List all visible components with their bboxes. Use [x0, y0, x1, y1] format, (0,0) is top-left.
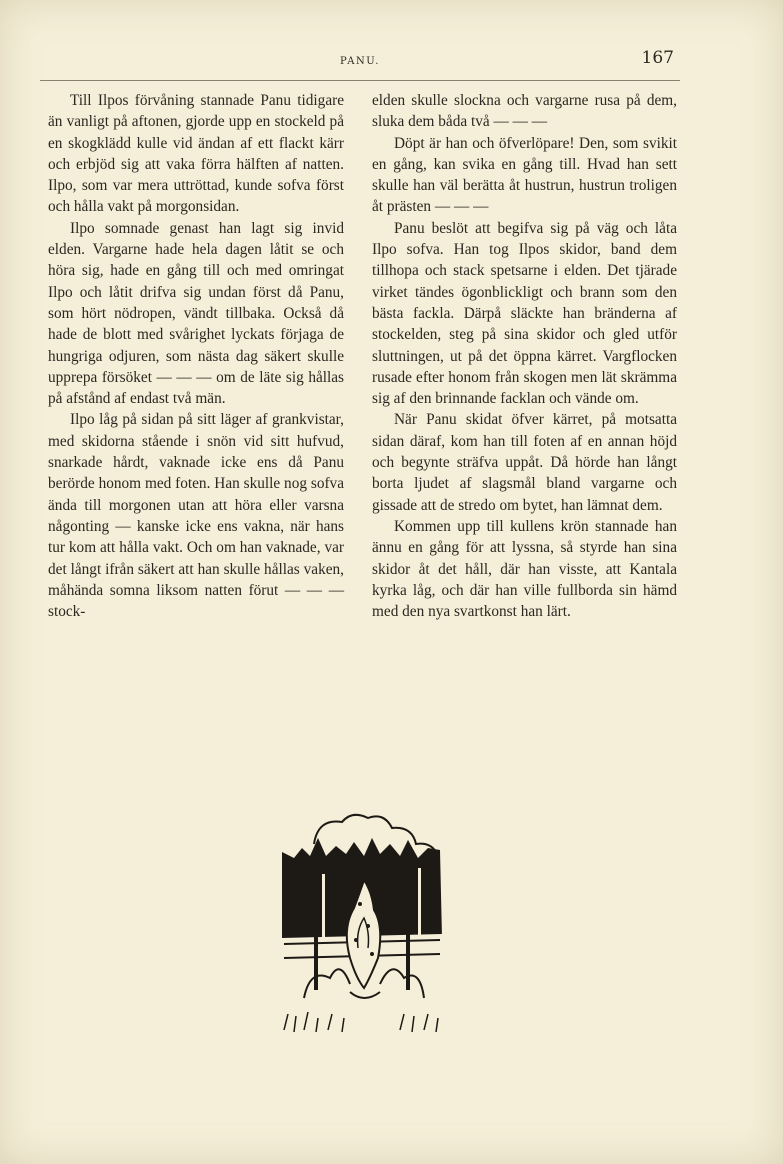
paragraph: Ilpo somnade genast han lagt sig invid elden. Vargarne hade hela dagen låtit se och höra sig, hade en gång till och med omringat Ilpo och låtit drifva sig undan först då Panu, som hört nödropen, vändt tillbaka. Också då hade de blott med svårighet lyckats förjaga de hungriga odjuren, som nästa dag säkert skulle upprepa försöket — — — om de läte sig hållas på afstånd af endast två män.	[48, 219, 344, 408]
right-column	[372, 90, 677, 622]
paragraph: Döpt är han och öfverlöpare! Den, som svikit en gång, kan svika en gång till. Hvad han sett skulle han väl berätta åt hustrun, hustrun troligen åt prästen — — —	[372, 134, 677, 216]
paragraph: Kommen upp till kullens krön stannade han ännu en gång för att lyssna, så styrde han sina skidor åt det håll, där han visste, att Kantala kyrka låg, och där han ville fullborda sin hämd med den nya svartkonst han lärt.	[372, 517, 677, 621]
paragraph: Till Ilpos förvåning stannade Panu tidigare än vanligt på aftonen, gjorde upp en stockeld på en skogklädd kulle vid ändan af ett flackt kärr och erbjöd sig att vaka förra hälften af natten. Ilpo, som var mera uttröttad, kunde sofva först och hålla vakt på morgonsidan.	[48, 92, 344, 216]
paragraph: Ilpo låg på sidan på sitt läger af grankvistar, med skidorna stående i snön vid sitt hufvud, snarkade hårdt, vaknade icke ens då Panu berörde honom med foten. Han skulle nog sofva ända till morgonen utan att höra eller varsna någonting — kanske icke ens vakna, när hans tur kom att hålla vakt. Och om han vaknade, var det långt ifrån säkert att han skulle hållas vaken, måhända somna liksom natten förut — — — stock-	[48, 411, 344, 621]
left-column	[48, 90, 344, 622]
paragraph: Panu beslöt att begifva sig på väg och låta Ilpo sofva. Han tog Ilpos skidor, band dem tillhopa och stack spetsarne i elden. Det tjärade virket tändes ögonblickligt och brann som den bästa fackla. Därpå släckte han bränderna af stockelden, steg på sina skidor och gled utför sluttningen, ut på det öppna kärret. Vargflocken rusade efter honom från skogen men lät skrämma sig af den brinnande facklan och vände om.	[372, 219, 677, 408]
paragraph: När Panu skidat öfver kärret, på motsatta sidan däraf, kom han till foten af en annan höjd och begynte sträfva uppåt. Då hörde han långt borta ljudet af slagsmål bland vargarne och gissade att de stredo om bytet, han lämnat dem.	[372, 411, 677, 514]
campfire-forest-woodcut-icon	[280, 808, 446, 1040]
running-title: PANU.	[340, 56, 380, 67]
page-number: 167	[641, 48, 674, 68]
paragraph: elden skulle slockna och vargarne rusa på dem, sluka dem båda två — — —	[372, 92, 677, 131]
running-head	[40, 48, 680, 81]
